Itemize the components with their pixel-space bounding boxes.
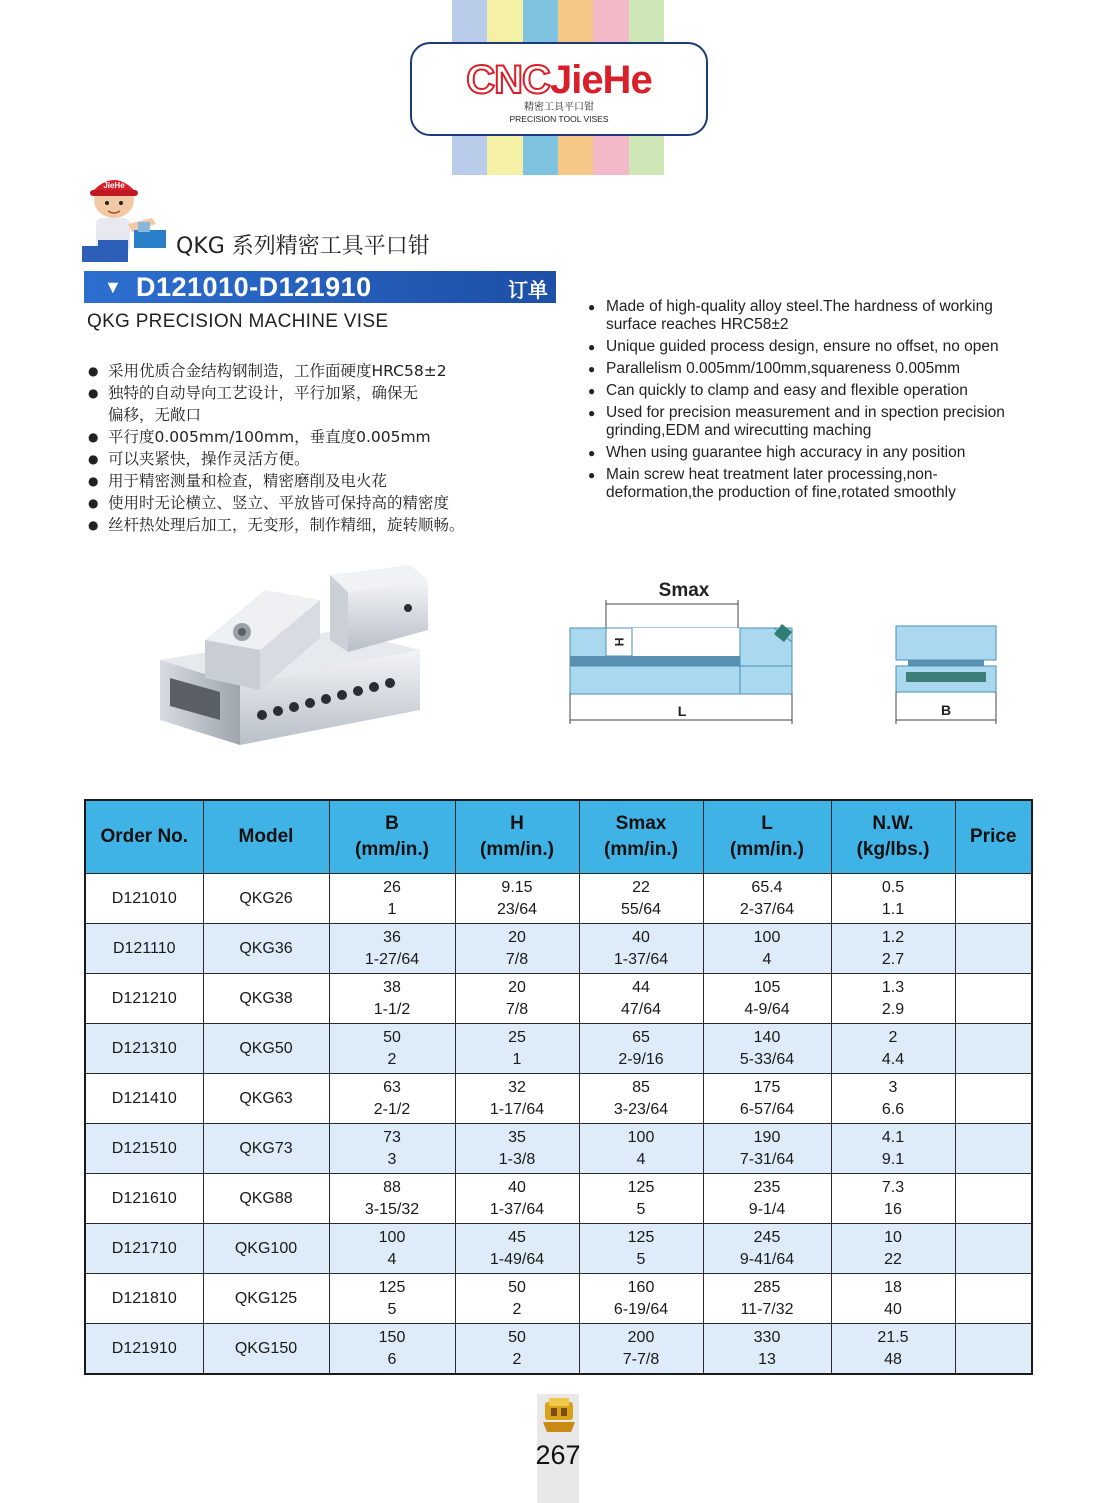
cell-b xyxy=(329,1324,455,1375)
cell-h xyxy=(455,1074,579,1124)
l-label: L xyxy=(677,703,687,719)
cell-nw-imperial: 40 xyxy=(884,1300,902,1318)
cell-h xyxy=(455,974,579,1024)
cell-model: QKG100 xyxy=(203,1224,329,1274)
cell-order: D121010 xyxy=(85,874,203,924)
cell-l-imperial: 4 xyxy=(762,950,772,968)
logo-wordmark xyxy=(412,58,706,102)
table-row xyxy=(85,1324,1032,1375)
cell-l-imperial: 5-33/64 xyxy=(739,1050,795,1068)
logo-cnc: CNC xyxy=(466,58,550,102)
cell-b-imperial: 1-1/2 xyxy=(373,1000,411,1018)
cell-nw xyxy=(831,1324,955,1375)
mascot-icon xyxy=(76,170,168,272)
cell-b-metric: 88 xyxy=(383,1178,401,1196)
cell-smax xyxy=(579,874,703,924)
cell-b-imperial: 4 xyxy=(387,1250,397,1268)
cell-model: QKG50 xyxy=(203,1024,329,1074)
cell-l-metric: 175 xyxy=(753,1078,781,1096)
table-row xyxy=(85,1274,1032,1324)
cell-l-imperial: 11-7/32 xyxy=(740,1300,794,1318)
cell-order: D121710 xyxy=(85,1224,203,1274)
cell-price xyxy=(955,1324,1032,1375)
cell-h xyxy=(455,1174,579,1224)
cell-smax-metric: 85 xyxy=(632,1078,650,1096)
col-header: H (mm/in.) xyxy=(455,800,579,874)
cell-nw xyxy=(831,1224,955,1274)
logo-subtitle-cn: 精密工具平口钳 xyxy=(524,102,594,113)
cell-l-imperial: 13 xyxy=(758,1350,776,1368)
brand-logo xyxy=(410,42,708,136)
cell-b-imperial: 3-15/32 xyxy=(364,1200,420,1218)
table-row xyxy=(85,1224,1032,1274)
cell-nw-metric: 18 xyxy=(884,1278,902,1296)
cell-l-imperial: 6-57/64 xyxy=(739,1100,795,1118)
cell-smax-imperial: 6-19/64 xyxy=(613,1300,669,1318)
cell-nw-imperial: 4.4 xyxy=(881,1050,905,1068)
cell-l-metric: 285 xyxy=(753,1278,781,1296)
table-row xyxy=(85,1174,1032,1224)
cell-price xyxy=(955,1224,1032,1274)
cell-h xyxy=(455,924,579,974)
feature-cn-item: ● 使用时无论横立、竖立、平放皆可保持高的精密度 xyxy=(88,492,558,514)
cell-nw-metric: 1.3 xyxy=(881,978,905,996)
cell-b-imperial: 5 xyxy=(387,1300,397,1318)
cell-nw xyxy=(831,924,955,974)
cell-nw-imperial: 16 xyxy=(884,1200,902,1218)
cell-order: D121110 xyxy=(85,924,203,974)
cell-l-metric: 65.4 xyxy=(751,878,783,896)
cell-h xyxy=(455,1024,579,1074)
cell-smax xyxy=(579,974,703,1024)
cell-h-imperial: 1-37/64 xyxy=(489,1200,545,1218)
end-dimension-diagram xyxy=(890,622,1002,726)
cell-h-imperial: 1-17/64 xyxy=(489,1100,545,1118)
col-header: Price xyxy=(955,800,1032,874)
col-header: Model xyxy=(203,800,329,874)
cell-l-imperial: 9-41/64 xyxy=(739,1250,795,1268)
cell-smax-imperial: 2-9/16 xyxy=(618,1050,664,1068)
cell-b-metric: 63 xyxy=(383,1078,401,1096)
cell-smax xyxy=(579,1024,703,1074)
cell-l-imperial: 2-37/64 xyxy=(739,900,795,918)
cell-h xyxy=(455,1274,579,1324)
cell-nw-metric: 7.3 xyxy=(881,1178,905,1196)
cell-nw-imperial: 2.7 xyxy=(881,950,905,968)
cell-model: QKG26 xyxy=(203,874,329,924)
cell-nw-metric: 1.2 xyxy=(881,928,905,946)
cell-smax-metric: 125 xyxy=(627,1178,655,1196)
cell-price xyxy=(955,1174,1032,1224)
logo-subtitle-en: PRECISION TOOL VISES xyxy=(509,114,609,124)
vise-product-image xyxy=(150,560,430,750)
order-range: D121010-D121910 xyxy=(136,272,372,302)
cell-l-metric: 140 xyxy=(753,1028,781,1046)
cell-b xyxy=(329,924,455,974)
cell-h-metric: 45 xyxy=(508,1228,526,1246)
cell-price xyxy=(955,1274,1032,1324)
cell-b-metric: 100 xyxy=(378,1228,406,1246)
cell-h-metric: 32 xyxy=(508,1078,526,1096)
cell-nw xyxy=(831,1074,955,1124)
cell-h-imperial: 2 xyxy=(512,1350,522,1368)
h-label: H xyxy=(612,637,626,647)
cell-price xyxy=(955,1074,1032,1124)
cell-b-imperial: 6 xyxy=(387,1350,397,1368)
triangle-down-icon: ▼ xyxy=(104,277,122,297)
cell-smax-metric: 125 xyxy=(627,1228,655,1246)
feature-en-item: ● Can quickly to clamp and easy and flexible operation xyxy=(588,382,1038,400)
cell-h-metric: 9.15 xyxy=(501,878,533,896)
cell-nw xyxy=(831,1174,955,1224)
side-dimension-diagram xyxy=(566,576,802,726)
cell-smax xyxy=(579,1224,703,1274)
cell-h-metric: 40 xyxy=(508,1178,526,1196)
cell-smax-imperial: 5 xyxy=(636,1200,646,1218)
cell-h-imperial: 7/8 xyxy=(505,1000,529,1018)
table-row xyxy=(85,1024,1032,1074)
logo-jiehe: JieHe xyxy=(549,58,652,102)
cell-b xyxy=(329,1224,455,1274)
col-header: B (mm/in.) xyxy=(329,800,455,874)
cell-l xyxy=(703,1174,831,1224)
cell-b xyxy=(329,1024,455,1074)
cell-h xyxy=(455,1124,579,1174)
cell-smax-imperial: 1-37/64 xyxy=(613,950,669,968)
cell-order: D121610 xyxy=(85,1174,203,1224)
features-en xyxy=(588,298,1038,506)
cell-nw-imperial: 2.9 xyxy=(881,1000,905,1018)
cell-b-metric: 36 xyxy=(383,928,401,946)
cell-smax xyxy=(579,1324,703,1375)
cell-b-metric: 50 xyxy=(383,1028,401,1046)
feature-en-item: ● Parallelism 0.005mm/100mm,squareness 0.005mm xyxy=(588,360,1038,378)
cell-h-metric: 25 xyxy=(508,1028,526,1046)
cell-nw-imperial: 48 xyxy=(884,1350,902,1368)
cell-price xyxy=(955,874,1032,924)
col-header: N.W. (kg/lbs.) xyxy=(831,800,955,874)
cell-nw-metric: 0.5 xyxy=(881,878,905,896)
cell-nw-metric: 2 xyxy=(888,1028,898,1046)
features-cn xyxy=(88,360,558,536)
feature-en-item: ● When using guarantee high accuracy in any position xyxy=(588,444,1038,462)
cell-b-metric: 38 xyxy=(383,978,401,996)
svg-text:JieHe: JieHe xyxy=(103,181,125,190)
cell-l-metric: 105 xyxy=(753,978,781,996)
cell-h-metric: 20 xyxy=(508,978,526,996)
feature-en-item: ● Made of high-quality alloy steel.The hardness of working surface reaches HRC58±2 xyxy=(588,298,1038,334)
cell-smax-imperial: 3-23/64 xyxy=(613,1100,669,1118)
cell-l xyxy=(703,1074,831,1124)
cell-smax-metric: 44 xyxy=(632,978,650,996)
cell-b-metric: 73 xyxy=(383,1128,401,1146)
table-row xyxy=(85,1074,1032,1124)
col-header: Smax (mm/in.) xyxy=(579,800,703,874)
cell-h xyxy=(455,1324,579,1375)
cell-order: D121510 xyxy=(85,1124,203,1174)
cell-nw-imperial: 9.1 xyxy=(881,1150,905,1168)
cell-nw-imperial: 22 xyxy=(884,1250,902,1268)
feature-en-item: ● Unique guided process design, ensure no offset, no open xyxy=(588,338,1038,356)
cell-b-imperial: 2 xyxy=(387,1050,397,1068)
cell-h-metric: 50 xyxy=(508,1278,526,1296)
series-title: QKG 系列精密工具平口钳 xyxy=(176,234,430,259)
crown-icon xyxy=(541,1396,577,1436)
page-number: 267 xyxy=(535,1440,581,1470)
cell-nw xyxy=(831,1124,955,1174)
cell-nw-imperial: 6.6 xyxy=(881,1100,905,1118)
cell-order: D121910 xyxy=(85,1324,203,1375)
table-row xyxy=(85,974,1032,1024)
cell-smax-imperial: 47/64 xyxy=(620,1000,662,1018)
cell-h-metric: 20 xyxy=(508,928,526,946)
cell-smax-metric: 65 xyxy=(632,1028,650,1046)
cell-l-imperial: 4-9/64 xyxy=(744,1000,790,1018)
cell-l xyxy=(703,974,831,1024)
feature-en-item: ● Used for precision measurement and in spection precision grinding,EDM and wirecutting maching xyxy=(588,404,1038,440)
cell-smax xyxy=(579,1274,703,1324)
cell-nw-imperial: 1.1 xyxy=(881,900,905,918)
cell-smax-metric: 200 xyxy=(627,1328,655,1346)
cell-nw-metric: 4.1 xyxy=(881,1128,905,1146)
cell-nw xyxy=(831,1274,955,1324)
cell-nw-metric: 3 xyxy=(888,1078,898,1096)
cell-model: QKG38 xyxy=(203,974,329,1024)
cell-b xyxy=(329,1174,455,1224)
order-label-en: Order NO. xyxy=(572,281,608,313)
cell-nw-metric: 10 xyxy=(884,1228,902,1246)
table-row xyxy=(85,874,1032,924)
cell-smax xyxy=(579,1174,703,1224)
cell-l xyxy=(703,1024,831,1074)
cell-l-metric: 100 xyxy=(753,928,781,946)
cell-nw-metric: 21.5 xyxy=(877,1328,909,1346)
cell-nw xyxy=(831,874,955,924)
feature-cn-item: ● 平行度0.005mm/100mm，垂直度0.005mm xyxy=(88,426,558,448)
cell-smax-imperial: 5 xyxy=(636,1250,646,1268)
cell-b-imperial: 2-1/2 xyxy=(373,1100,411,1118)
cell-l-metric: 330 xyxy=(753,1328,781,1346)
cell-l xyxy=(703,1224,831,1274)
cell-price xyxy=(955,974,1032,1024)
cell-order: D121410 xyxy=(85,1074,203,1124)
feature-cn-item: ● 丝杆热处理后加工，无变形，制作精细，旋转顺畅。 xyxy=(88,514,558,536)
cell-price xyxy=(955,924,1032,974)
col-header: Order No. xyxy=(85,800,203,874)
cell-price xyxy=(955,1124,1032,1174)
cell-b-imperial: 1-27/64 xyxy=(364,950,420,968)
cell-smax-metric: 22 xyxy=(632,878,650,896)
table-row xyxy=(85,1124,1032,1174)
cell-model: QKG88 xyxy=(203,1174,329,1224)
feature-cn-item: ● 用于精密测量和检查，精密磨削及电火花 xyxy=(88,470,558,492)
cell-order: D121810 xyxy=(85,1274,203,1324)
cell-l xyxy=(703,1324,831,1375)
cell-l xyxy=(703,924,831,974)
cell-model: QKG36 xyxy=(203,924,329,974)
cell-h-imperial: 7/8 xyxy=(505,950,529,968)
cell-model: QKG73 xyxy=(203,1124,329,1174)
smax-label: Smax xyxy=(658,580,710,601)
cell-l xyxy=(703,1124,831,1174)
cell-price xyxy=(955,1024,1032,1074)
cell-smax-imperial: 55/64 xyxy=(620,900,662,918)
cell-b-metric: 125 xyxy=(378,1278,406,1296)
cell-order: D121210 xyxy=(85,974,203,1024)
feature-en-item: ● Main screw heat treatment later processing,non-deformation,the production of fine,rotated smoothly xyxy=(588,466,1038,502)
cell-h-imperial: 2 xyxy=(512,1300,522,1318)
cell-h-imperial: 1-3/8 xyxy=(498,1150,536,1168)
cell-b xyxy=(329,974,455,1024)
feature-cn-item: ● 可以夹紧快，操作灵活方便。 xyxy=(88,448,558,470)
cell-order: D121310 xyxy=(85,1024,203,1074)
cell-h-metric: 50 xyxy=(508,1328,526,1346)
cell-l-metric: 245 xyxy=(753,1228,781,1246)
cell-model: QKG63 xyxy=(203,1074,329,1124)
cell-b-metric: 26 xyxy=(383,878,401,896)
cell-smax-metric: 160 xyxy=(627,1278,655,1296)
cell-l-metric: 235 xyxy=(753,1178,781,1196)
product-subtitle: QKG PRECISION MACHINE VISE xyxy=(87,311,389,332)
cell-b xyxy=(329,874,455,924)
cell-b xyxy=(329,1074,455,1124)
cell-h-imperial: 23/64 xyxy=(496,900,538,918)
cell-model: QKG150 xyxy=(203,1324,329,1375)
cell-smax-imperial: 4 xyxy=(636,1150,646,1168)
cell-b xyxy=(329,1124,455,1174)
cell-smax xyxy=(579,1124,703,1174)
cell-b-metric: 150 xyxy=(378,1328,406,1346)
cell-l xyxy=(703,1274,831,1324)
cell-nw xyxy=(831,1024,955,1074)
table-row xyxy=(85,924,1032,974)
cell-h xyxy=(455,1224,579,1274)
cell-h-imperial: 1 xyxy=(512,1050,522,1068)
cell-smax-imperial: 7-7/8 xyxy=(622,1350,660,1368)
cell-b-imperial: 1 xyxy=(387,900,397,918)
cell-h-metric: 35 xyxy=(508,1128,526,1146)
spec-table xyxy=(84,799,1033,1375)
cell-l-imperial: 9-1/4 xyxy=(748,1200,786,1218)
cell-b xyxy=(329,1274,455,1324)
table-header-row xyxy=(85,800,1032,874)
feature-cn-item: ● 独特的自动导向工艺设计，平行加紧，确保无 偏移，无敞口 xyxy=(88,382,558,426)
col-header: L (mm/in.) xyxy=(703,800,831,874)
order-label-cn: 订单号 xyxy=(508,278,548,331)
cell-l-imperial: 7-31/64 xyxy=(739,1150,795,1168)
cell-smax-metric: 100 xyxy=(627,1128,655,1146)
cell-smax xyxy=(579,1074,703,1124)
cell-b-imperial: 3 xyxy=(387,1150,397,1168)
cell-model: QKG125 xyxy=(203,1274,329,1324)
cell-nw xyxy=(831,974,955,1024)
cell-l xyxy=(703,874,831,924)
feature-cn-item: ● 采用优质合金结构钢制造，工作面硬度HRC58±2 xyxy=(88,360,558,382)
cell-h xyxy=(455,874,579,924)
cell-l-metric: 190 xyxy=(753,1128,781,1146)
cell-h-imperial: 1-49/64 xyxy=(489,1250,545,1268)
cell-smax-metric: 40 xyxy=(632,928,650,946)
cell-smax xyxy=(579,924,703,974)
b-label: B xyxy=(940,702,952,718)
